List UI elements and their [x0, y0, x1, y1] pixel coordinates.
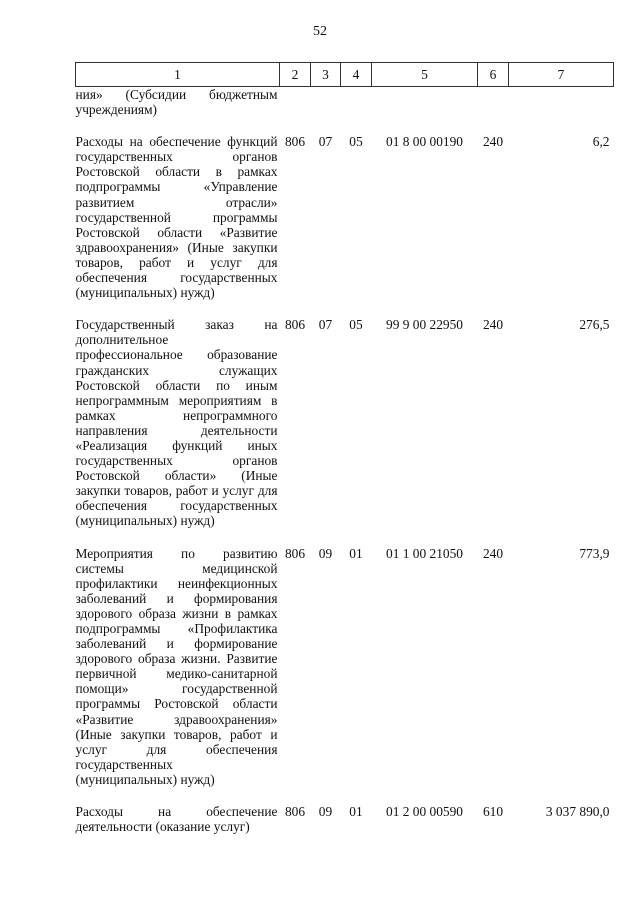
target-code: 99 9 00 22950 [386, 317, 463, 333]
table-row [76, 804, 614, 834]
ministry-code: 806 [284, 134, 306, 150]
subsection-code: 05 [349, 134, 363, 150]
target-code: 01 1 00 21050 [386, 545, 463, 561]
subsection-code: 01 [349, 545, 363, 561]
amount: 276,5 [579, 317, 610, 333]
budget-table [75, 62, 614, 834]
page-number: 52 [313, 24, 327, 39]
table-row [76, 546, 614, 788]
expense-type-code: 240 [482, 317, 504, 333]
amount: 773,9 [579, 545, 610, 561]
section-code: 09 [318, 545, 333, 561]
ministry-code: 806 [284, 317, 306, 333]
expense-type-code: 240 [482, 545, 504, 561]
table-row [76, 134, 614, 300]
row-description: Расходы на обеспечение функций государственных органов Ростовской области в рамках подпрограммы «Управление развитием отрасли» государственной программы Ростовской области «Развитие здравоохранения» (Иные закупки товаров, работ и услуг для обеспечения государственных (муниципальных) нужд) [75, 134, 278, 301]
column-header: 3 [311, 63, 341, 87]
amount [509, 87, 614, 118]
row-description: Государственный заказ на дополнительное профессиональное образование гражданских служащих Ростовской области по иным непрограммным мероприятиям в рамках непрограммного направления деятельности «Реализация функций иных государственных органов Ростовской области» (Иные закупки товаров, работ и услуг для обеспечения государственных (муниципальных) нужд) [75, 317, 278, 529]
section-code: 07 [318, 134, 333, 150]
row-description: Расходы на обеспечение деятельности (оказание услуг) [75, 804, 278, 835]
table-row [76, 87, 614, 118]
table-row [76, 317, 614, 528]
expense-type-code [478, 87, 509, 118]
amount: 3 037 890,0 [545, 804, 610, 820]
row-description: Мероприятия по развитию системы медицинской профилактики неинфекционных заболеваний и формирования здорового образа жизни в рамках подпрограммы «Профилактика заболеваний и формирование здорового образа жизни. Развитие первичной медико-санитарной помощи» государственной программы Ростовской области «Развитие здравоохранения» (Иные закупки товаров, работ и услуг для обеспечения государственных (муниципальных) нужд) [75, 545, 278, 787]
target-code: 01 2 00 00590 [386, 804, 463, 820]
target-code: 01 8 00 00190 [386, 134, 463, 150]
subsection-code [341, 87, 372, 118]
section-code: 07 [318, 317, 333, 333]
ministry-code: 806 [284, 804, 306, 820]
column-header: 7 [509, 63, 614, 87]
subsection-code: 01 [349, 804, 363, 820]
expense-type-code: 240 [482, 134, 504, 150]
amount: 6,2 [592, 134, 610, 150]
row-description: ния» (Субсидии бюджетным учреждениям) [75, 87, 278, 118]
column-header: 4 [341, 63, 372, 87]
expense-type-code: 610 [482, 804, 504, 820]
column-header: 1 [76, 63, 280, 87]
column-header: 6 [478, 63, 509, 87]
ministry-code: 806 [284, 545, 306, 561]
table-header-row [76, 63, 614, 87]
column-header: 5 [372, 63, 478, 87]
section-code [311, 87, 341, 118]
column-header: 2 [280, 63, 311, 87]
section-code: 09 [318, 804, 333, 820]
ministry-code [280, 87, 311, 118]
subsection-code: 05 [349, 317, 363, 333]
target-code [372, 87, 478, 118]
